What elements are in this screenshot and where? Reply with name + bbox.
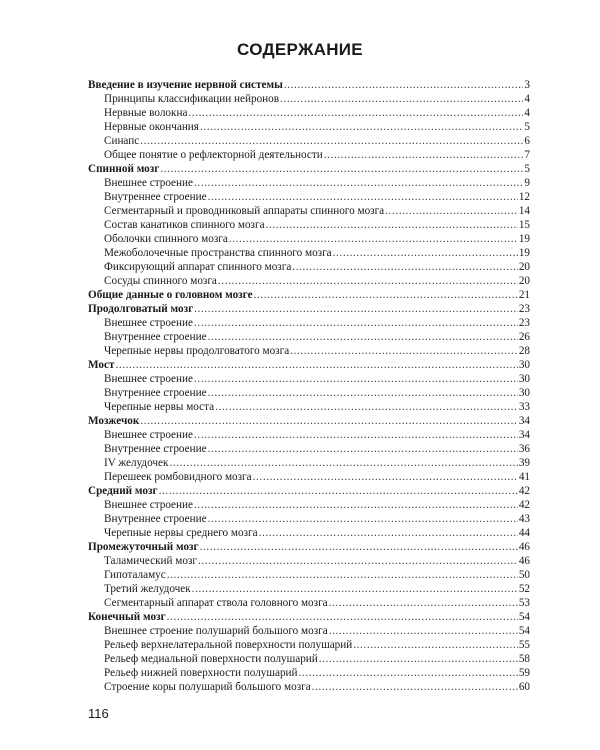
toc-entry-label: Введение в изучение нервной системы <box>88 79 283 91</box>
toc-entry-page: 20 <box>518 275 530 287</box>
toc-entry-page: 30 <box>518 373 530 385</box>
toc-entry-label: Принципы классификации нейронов <box>104 93 280 105</box>
toc-entry-label: Рельеф верхнелатеральной поверхности полушарий <box>104 639 353 651</box>
toc-section-entry <box>88 414 530 428</box>
toc-dot-leader <box>292 260 518 274</box>
toc-entry-label: Внешнее строение <box>104 429 193 441</box>
toc-subsection-entry <box>88 232 530 246</box>
toc-entry-page: 42 <box>518 499 530 511</box>
toc-subsection-entry <box>88 596 530 610</box>
toc-entry-label: Синапс <box>104 135 140 147</box>
toc-entry-page: 54 <box>518 625 530 637</box>
toc-subsection-entry <box>88 386 530 400</box>
toc-entry-label: Нервные волокна <box>104 107 188 119</box>
toc-entry-page: 58 <box>518 653 530 665</box>
toc-entry-label: Внутреннее строение <box>104 443 207 455</box>
toc-entry-label: Внутреннее строение <box>104 513 207 525</box>
toc-entry-label: Средний мозг <box>88 485 158 497</box>
toc-dot-leader <box>353 638 518 652</box>
toc-dot-leader <box>253 470 518 484</box>
toc-dot-leader <box>266 218 518 232</box>
toc-subsection-entry <box>88 512 530 526</box>
toc-section-entry <box>88 78 530 92</box>
toc-section-entry <box>88 288 530 302</box>
toc-dot-leader <box>319 652 518 666</box>
toc-dot-leader <box>194 176 523 190</box>
toc-entry-label: Строение коры полушарий большого мозга <box>104 681 311 693</box>
toc-subsection-entry <box>88 624 530 638</box>
toc-dot-leader <box>140 134 523 148</box>
toc-entry-page: 34 <box>518 415 530 427</box>
toc-entry-page: 23 <box>518 317 530 329</box>
toc-entry-label: Спинной мозг <box>88 163 160 175</box>
toc-subsection-entry <box>88 92 530 106</box>
toc-dot-leader <box>194 498 518 512</box>
toc-entry-label: Сосуды спинного мозга <box>104 275 217 287</box>
toc-dot-leader <box>198 554 518 568</box>
toc-subsection-entry <box>88 400 530 414</box>
toc-dot-leader <box>115 358 517 372</box>
toc-subsection-entry <box>88 568 530 582</box>
toc-subsection-entry <box>88 316 530 330</box>
toc-entry-page: 41 <box>518 471 530 483</box>
toc-entry-label: Общее понятие о рефлекторной деятельности <box>104 149 323 161</box>
toc-dot-leader <box>329 624 518 638</box>
toc-dot-leader <box>229 232 518 246</box>
toc-entry-page: 44 <box>518 527 530 539</box>
toc-dot-leader <box>290 344 518 358</box>
toc-dot-leader <box>194 302 518 316</box>
toc-subsection-entry <box>88 638 530 652</box>
toc-entry-page: 34 <box>518 429 530 441</box>
toc-section-entry <box>88 162 530 176</box>
toc-section-entry <box>88 302 530 316</box>
toc-subsection-entry <box>88 498 530 512</box>
toc-entry-page: 6 <box>524 135 530 147</box>
toc-entry-page: 21 <box>518 289 530 301</box>
toc-dot-leader <box>167 610 518 624</box>
toc-dot-leader <box>167 568 518 582</box>
toc-entry-page: 5 <box>524 163 530 175</box>
toc-dot-leader <box>194 372 518 386</box>
toc-subsection-entry <box>88 246 530 260</box>
toc-entry-page: 14 <box>518 205 530 217</box>
toc-dot-leader <box>200 120 523 134</box>
toc-entry-page: 53 <box>518 597 530 609</box>
toc-entry-label: Продолговатый мозг <box>88 303 194 315</box>
toc-entry-page: 55 <box>518 639 530 651</box>
toc-entry-label: Мозжечок <box>88 415 140 427</box>
toc-entry-page: 30 <box>518 359 530 371</box>
toc-subsection-entry <box>88 554 530 568</box>
toc-entry-label: Промежуточный мозг <box>88 541 199 553</box>
toc-dot-leader <box>200 540 518 554</box>
toc-subsection-entry <box>88 666 530 680</box>
toc-subsection-entry <box>88 274 530 288</box>
toc-entry-page: 12 <box>518 191 530 203</box>
toc-dot-leader <box>215 400 518 414</box>
toc-dot-leader <box>208 386 518 400</box>
toc-subsection-entry <box>88 190 530 204</box>
toc-dot-leader <box>333 246 518 260</box>
toc-dot-leader <box>192 582 518 596</box>
page-title: СОДЕРЖАНИЕ <box>237 40 363 59</box>
toc-dot-leader <box>160 162 523 176</box>
toc-entry-page: 59 <box>518 667 530 679</box>
toc-section-entry <box>88 484 530 498</box>
toc-subsection-entry <box>88 218 530 232</box>
toc-dot-leader <box>385 204 518 218</box>
toc-entry-page: 9 <box>524 177 530 189</box>
toc-subsection-entry <box>88 428 530 442</box>
toc-entry-page: 4 <box>524 93 530 105</box>
toc-entry-label: Сегментарный аппарат ствола головного мозга <box>104 597 328 609</box>
toc-dot-leader <box>324 148 524 162</box>
toc-entry-page: 19 <box>518 233 530 245</box>
toc-entry-label: Черепные нервы продолговатого мозга <box>104 345 290 357</box>
toc-dot-leader <box>259 526 518 540</box>
toc-entry-label: Внешнее строение полушарий большого мозга <box>104 625 328 637</box>
toc-entry-page: 50 <box>518 569 530 581</box>
toc-section-entry <box>88 358 530 372</box>
toc-entry-page: 43 <box>518 513 530 525</box>
toc-entry-label: Фиксирующий аппарат спинного мозга <box>104 261 292 273</box>
toc-entry-page: 26 <box>518 331 530 343</box>
toc-entry-label: Черепные нервы среднего мозга <box>104 527 258 539</box>
toc-entry-page: 46 <box>518 555 530 567</box>
toc-dot-leader <box>329 596 518 610</box>
toc-entry-page: 28 <box>518 345 530 357</box>
toc-subsection-entry <box>88 372 530 386</box>
toc-entry-label: Перешеек ромбовидного мозга <box>104 471 252 483</box>
toc-subsection-entry <box>88 204 530 218</box>
toc-dot-leader <box>208 190 518 204</box>
toc-entry-page: 46 <box>518 541 530 553</box>
toc-entry-page: 39 <box>518 457 530 469</box>
toc-entry-page: 20 <box>518 261 530 273</box>
toc-entry-label: Рельеф нижней поверхности полушарий <box>104 667 298 679</box>
toc-entry-label: Состав канатиков спинного мозга <box>104 219 265 231</box>
toc-entry-page: 7 <box>524 149 530 161</box>
toc-entry-label: Третий желудочек <box>104 583 191 595</box>
toc-dot-leader <box>188 106 523 120</box>
toc-entry-label: Таламический мозг <box>104 555 197 567</box>
toc-entry-page: 52 <box>518 583 530 595</box>
toc-entry-page: 42 <box>518 485 530 497</box>
toc-entry-label: Внутреннее строение <box>104 331 207 343</box>
toc-dot-leader <box>194 316 518 330</box>
toc-entry-page: 5 <box>524 121 530 133</box>
toc-section-entry <box>88 540 530 554</box>
toc-entry-label: Черепные нервы моста <box>104 401 215 413</box>
toc-subsection-entry <box>88 456 530 470</box>
toc-section-entry <box>88 610 530 624</box>
toc-subsection-entry <box>88 260 530 274</box>
toc-entry-label: IV желудочек <box>104 457 169 469</box>
toc-subsection-entry <box>88 582 530 596</box>
toc-entry-label: Сегментарный и проводниковый аппараты спинного мозга <box>104 205 385 217</box>
toc-entry-label: Внешнее строение <box>104 373 193 385</box>
toc-dot-leader <box>159 484 518 498</box>
toc-dot-leader <box>280 92 523 106</box>
toc-dot-leader <box>169 456 517 470</box>
page-number: 116 <box>88 706 109 721</box>
toc-dot-leader <box>194 428 518 442</box>
toc-entry-label: Мост <box>88 359 115 371</box>
toc-subsection-entry <box>88 148 530 162</box>
toc-entry-label: Нервные окончания <box>104 121 199 133</box>
toc-entry-page: 33 <box>518 401 530 413</box>
toc-entry-page: 30 <box>518 387 530 399</box>
toc-dot-leader <box>218 274 518 288</box>
toc-entry-page: 4 <box>524 107 530 119</box>
table-of-contents <box>88 78 530 694</box>
toc-subsection-entry <box>88 176 530 190</box>
toc-subsection-entry <box>88 442 530 456</box>
toc-entry-label: Гипоталамус <box>104 569 166 581</box>
toc-subsection-entry <box>88 652 530 666</box>
toc-entry-label: Рельеф медиальной поверхности полушарий <box>104 653 318 665</box>
toc-subsection-entry <box>88 680 530 694</box>
toc-entry-page: 19 <box>518 247 530 259</box>
toc-entry-page: 60 <box>518 681 530 693</box>
toc-entry-label: Конечный мозг <box>88 611 166 623</box>
toc-dot-leader <box>208 512 518 526</box>
toc-entry-page: 23 <box>518 303 530 315</box>
toc-dot-leader <box>208 330 518 344</box>
toc-dot-leader <box>284 78 524 92</box>
toc-entry-label: Внешнее строение <box>104 499 193 511</box>
toc-entry-page: 54 <box>518 611 530 623</box>
toc-subsection-entry <box>88 134 530 148</box>
toc-entry-label: Межоболочечные пространства спинного мозга <box>104 247 332 259</box>
toc-entry-label: Общие данные о головном мозге <box>88 289 253 301</box>
toc-dot-leader <box>140 414 518 428</box>
toc-entry-label: Оболочки спинного мозга <box>104 233 228 245</box>
toc-dot-leader <box>299 666 518 680</box>
toc-entry-page: 15 <box>518 219 530 231</box>
toc-subsection-entry <box>88 344 530 358</box>
toc-entry-label: Внешнее строение <box>104 177 193 189</box>
toc-subsection-entry <box>88 470 530 484</box>
toc-subsection-entry <box>88 120 530 134</box>
toc-entry-label: Внутреннее строение <box>104 191 207 203</box>
toc-dot-leader <box>208 442 518 456</box>
toc-entry-page: 36 <box>518 443 530 455</box>
toc-dot-leader <box>254 288 518 302</box>
toc-entry-page: 3 <box>524 79 530 91</box>
toc-subsection-entry <box>88 106 530 120</box>
toc-dot-leader <box>312 680 518 694</box>
toc-entry-label: Внешнее строение <box>104 317 193 329</box>
toc-entry-label: Внутреннее строение <box>104 387 207 399</box>
toc-subsection-entry <box>88 330 530 344</box>
toc-subsection-entry <box>88 526 530 540</box>
